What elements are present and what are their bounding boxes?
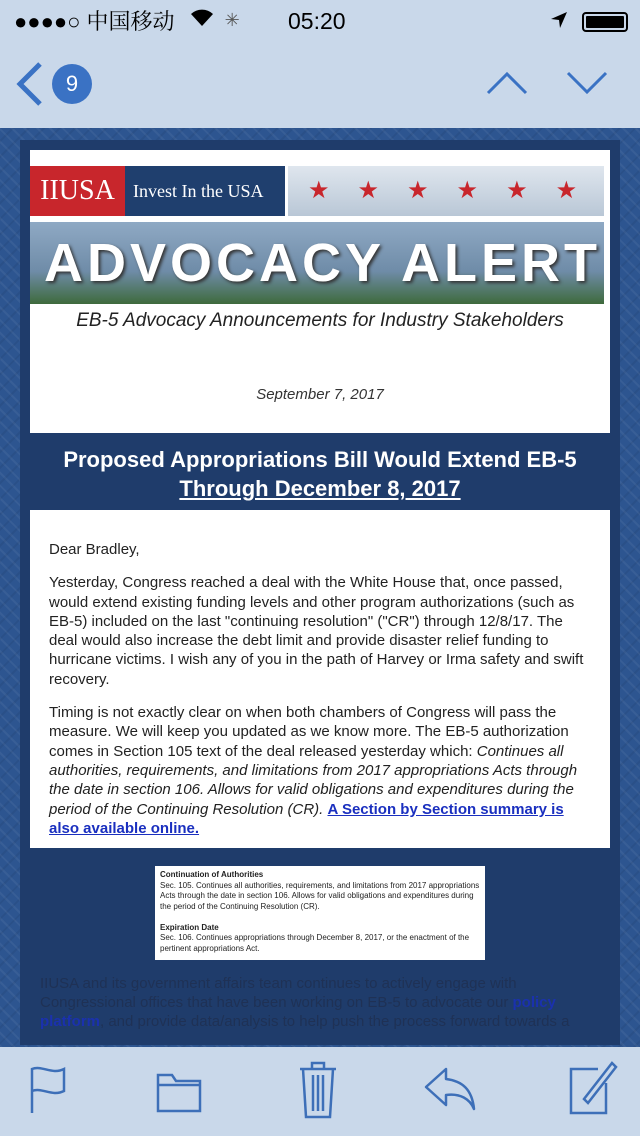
section-summary-link[interactable]: A Section by Section summary is also available online. xyxy=(49,800,564,837)
back-button[interactable] xyxy=(14,62,44,111)
title-link[interactable]: Through December 8, 2017 xyxy=(179,476,461,501)
article-title: Proposed Appropriations Bill Would Extend EB-5 Through December 8, 2017 xyxy=(63,447,577,501)
iiusa-logo: IIUSA Invest In the USA xyxy=(30,166,285,216)
status-bar: ●●●●○ 中国移动 ✳ 05:20 xyxy=(0,0,640,40)
battery-icon xyxy=(582,12,628,32)
folder-icon[interactable] xyxy=(156,1073,202,1118)
bill-excerpt-image: Continuation of Authorities Sec. 105. Continues all authorities, requirements, and limitations from 2017 appropriations Acts through the date in section 106. Allows for valid obligations and expenditures during the period of the Continuing Resolution (CR). Expiration Date Sec. 106. Continues appropriations through December 8, 2017, or the enactment of the pertinent appropriations Act. xyxy=(155,866,485,960)
top-bar xyxy=(0,0,640,128)
unread-count-badge: 9 xyxy=(52,64,92,104)
banner-subtitle: EB-5 Advocacy Announcements for Industry Stakeholders xyxy=(76,310,564,331)
bottom-toolbar xyxy=(0,1047,640,1136)
paragraph: Timing is not exactly clear on when both chambers of Congress will pass the measure. We will keep you updated as we know more. The EB-5 authorization comes in Section 105 text of the deal released yesterday which: Continues all authorities, requirements, and limitations from 2017 appropriations Acts through the date in section 106. Allows for valid obligations and expenditures during the period of the Continuing Resolution (CR). A Section by Section summary is also available online. xyxy=(49,704,578,837)
greeting: Dear Bradley, xyxy=(49,541,140,558)
location-icon xyxy=(550,9,568,35)
compose-icon[interactable] xyxy=(568,1059,618,1120)
stars-decoration: ★★★★★★ xyxy=(288,166,604,216)
email-date: September 7, 2017 xyxy=(256,386,384,403)
banner-headline: ADVOCACY ALERT xyxy=(30,222,604,304)
trash-icon[interactable] xyxy=(298,1061,338,1124)
email-body xyxy=(30,510,610,848)
reply-icon[interactable] xyxy=(424,1067,478,1116)
loading-spinner-icon: ✳ xyxy=(224,9,240,30)
advocacy-alert-banner xyxy=(30,150,610,433)
wifi-icon xyxy=(189,7,215,33)
paragraph: Yesterday, Congress reached a deal with the White House that, once passed, would extend existing funding levels and other program authorizations (such as EB-5) included on the last "continuing resolution" ("CR") through 12/8/17. The deal would also increase the debt limit and provide disaster relief funding to hurricane victims. I wish any of you in the path of Harvey or Irma safety and swift recovery. xyxy=(49,574,584,688)
paragraph: IIUSA and its government affairs team continues to actively engage with Congressional offices that have been working on EB-5 to advocate our policy platform, and provide data/analysis to help push the process forward towards a xyxy=(40,975,570,1030)
nav-bar xyxy=(0,40,640,128)
policy-platform-link[interactable]: policy platform xyxy=(40,994,556,1030)
next-message-button[interactable] xyxy=(566,70,608,101)
flag-icon[interactable] xyxy=(30,1065,66,1120)
previous-message-button[interactable] xyxy=(486,70,528,101)
